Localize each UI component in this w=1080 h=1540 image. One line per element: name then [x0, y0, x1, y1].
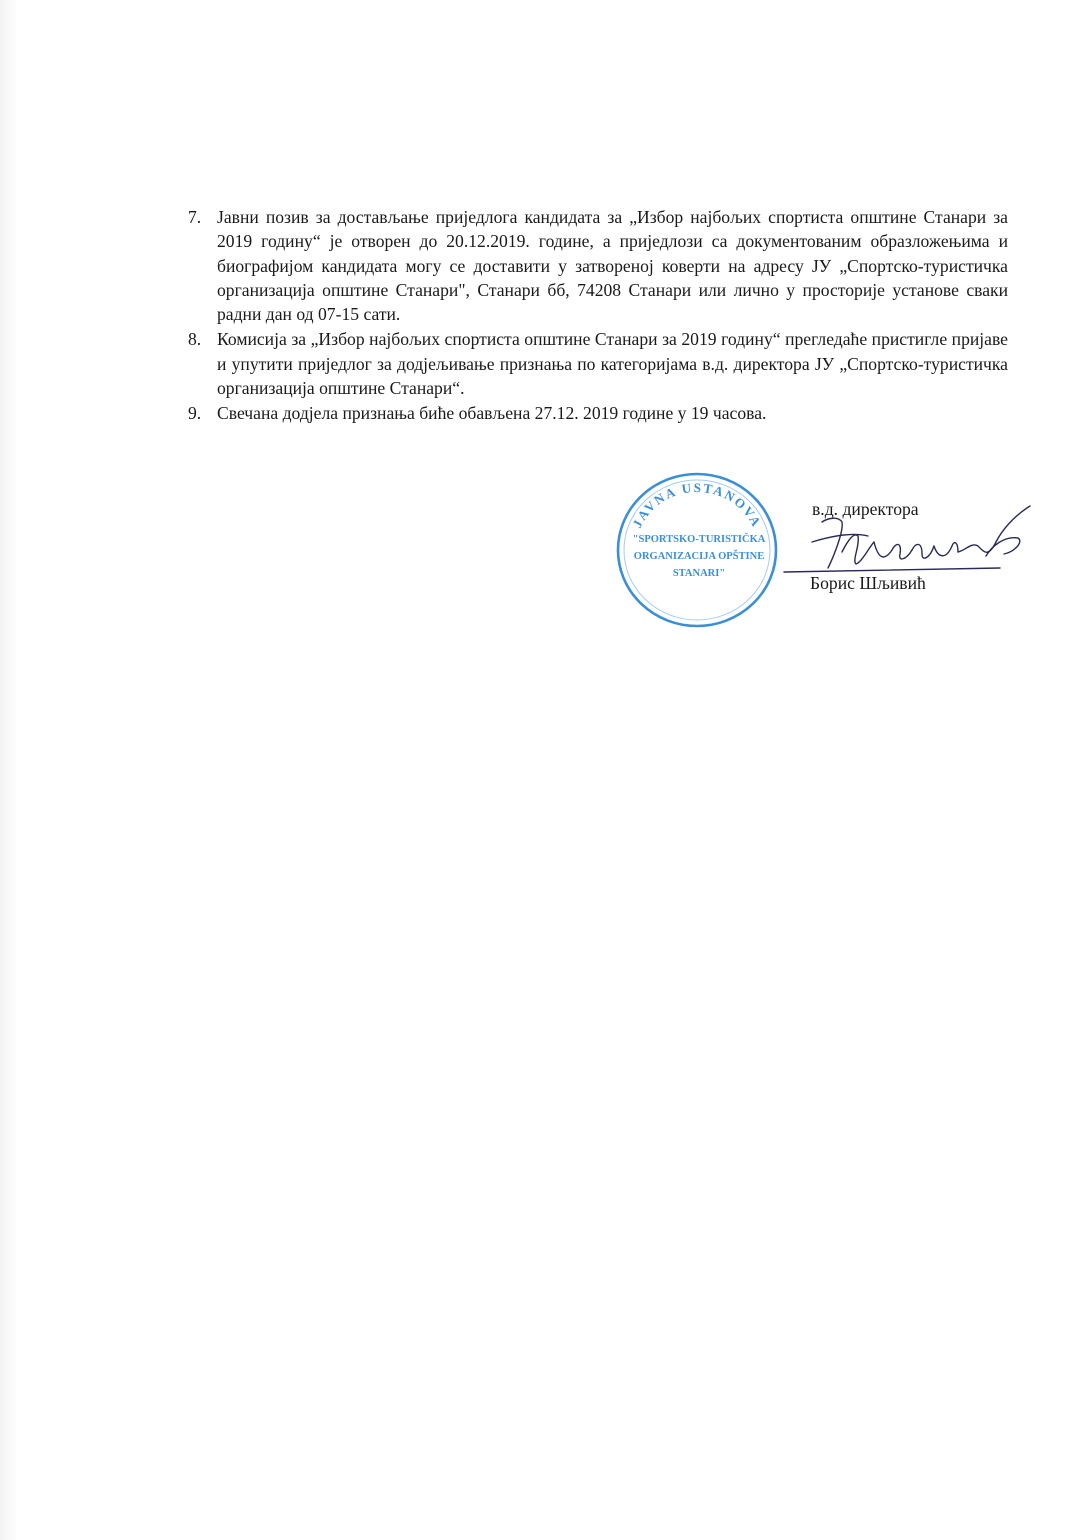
list-item: [182, 401, 1008, 425]
stamp-line-2: ORGANIZACIJA OPŠTINE: [633, 551, 765, 562]
item-number: 8.: [188, 329, 202, 350]
list-item: [182, 205, 1008, 326]
item-text: Јавни позив за достављање приједлога кандидата за „Избор најбољих спортиста општине Станари за 2019 годину“ је отворен до 20.12.2019. године, а приједлози са документованим образложењима и биографијом кандидата могу се доставити у затвореној коверти на адресу ЈУ „Спортско-туристичка организација општине Станари", Станари бб, 74208 Станари или лично у просторије установе сваки радни дан од 07-15 сати.: [217, 207, 1008, 325]
scan-edge-shadow: [0, 0, 18, 1540]
institution-stamp: [614, 470, 780, 630]
stamp-arc-text: JAVNA USTANOVA: [629, 479, 765, 531]
item-text: Комисија за „Избор најбољих спортиста општине Станари за 2019 годину“ прегледаће пристигле пријаве и упутити приједлог за додјељивање признања по категоријама в.д. директора ЈУ „Спортско-туристичка организација општине Станари“.: [217, 329, 1008, 399]
stamp-line-3: STANARI": [672, 568, 726, 579]
handwritten-signature: [782, 502, 1038, 586]
item-text: Свечана додјела признања биће обављена 27.12. 2019 године у 19 часова.: [217, 403, 767, 424]
numbered-list: [182, 205, 1008, 427]
stamp-outer-ring: [618, 474, 776, 626]
stamp-line-1: "SPORTSKO-TURISTIČKA: [632, 534, 766, 545]
item-number: 7.: [188, 207, 202, 227]
signatory-name: Борис Шљивић: [810, 573, 926, 593]
list-item: [182, 327, 1008, 400]
item-number: 9.: [188, 403, 202, 424]
signatory-title: в.д. директора: [812, 499, 919, 519]
